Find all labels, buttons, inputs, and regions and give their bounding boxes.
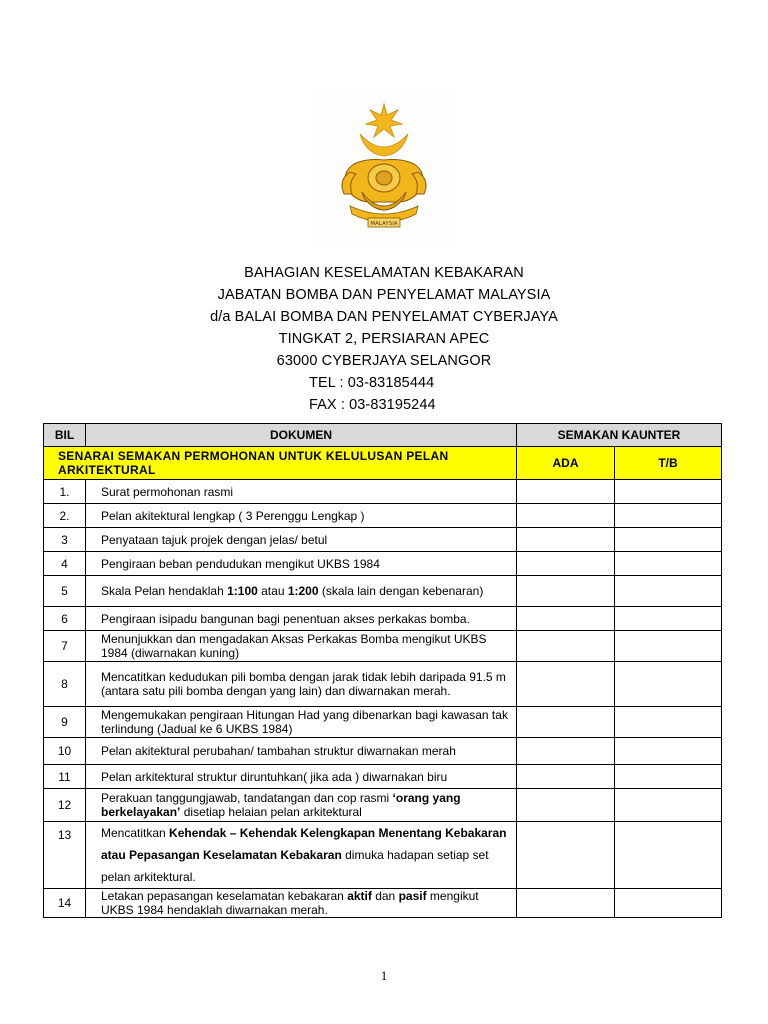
tb-cell[interactable]	[615, 480, 722, 504]
tb-cell[interactable]	[615, 789, 722, 822]
table-row: 3 Penyataan tajuk projek dengan jelas/ betul	[44, 528, 722, 552]
table-row: 7 Menunjukkan dan mengadakan Aksas Perkakas Bomba mengikut UKBS 1984 (diwarnakan kuning)	[44, 631, 722, 662]
header-fax: FAX : 03-83195244	[309, 397, 436, 413]
ada-cell[interactable]	[517, 528, 615, 552]
ada-cell[interactable]	[517, 662, 615, 707]
col-dokumen-header: DOKUMEN	[86, 424, 517, 447]
table-row: 4 Pengiraan beban pendudukan mengikut UKBS 1984	[44, 552, 722, 576]
ada-cell[interactable]	[517, 822, 615, 889]
address-block	[0, 262, 768, 416]
table-row: 11 Pelan arkitektural struktur diruntuhkan( jika ada ) diwarnakan biru	[44, 765, 722, 789]
header-tel: TEL : 03-83185444	[309, 375, 435, 391]
header-station: d/a BALAI BOMBA DAN PENYELAMAT CYBERJAYA	[210, 309, 558, 325]
tb-cell[interactable]	[615, 738, 722, 765]
table-row: 8 Mencatitkan kedudukan pili bomba dengan jarak tidak lebih daripada 91.5 m (antara satu pili bomba dengan yang lain) dan diwarnakan merah.	[44, 662, 722, 707]
page-number: 1	[380, 968, 388, 983]
section-header-row	[44, 447, 722, 480]
tb-cell[interactable]	[615, 528, 722, 552]
header-street: TINGKAT 2, PERSIARAN APEC	[278, 331, 490, 347]
tb-cell[interactable]	[615, 889, 722, 918]
ada-cell[interactable]	[517, 607, 615, 631]
header-department: BAHAGIAN KESELAMATAN KEBAKARAN	[244, 265, 524, 281]
bomba-crest-icon	[332, 102, 436, 234]
header-city: 63000 CYBERJAYA SELANGOR	[276, 353, 492, 369]
header-agency: JABATAN BOMBA DAN PENYELAMAT MALAYSIA	[217, 287, 551, 303]
table-row: 6 Pengiraan isipadu bangunan bagi penentuan akses perkakas bomba.	[44, 607, 722, 631]
section-title: SENARAI SEMAKAN PERMOHONAN UNTUK KELULUSAN PELAN ARKITEKTURAL	[44, 447, 517, 480]
col-ada-header: ADA	[517, 447, 615, 480]
logo-area	[318, 88, 450, 248]
ada-cell[interactable]	[517, 576, 615, 607]
tb-cell[interactable]	[615, 576, 722, 607]
ada-cell[interactable]	[517, 480, 615, 504]
ada-cell[interactable]	[517, 707, 615, 738]
table-row: 5 Skala Pelan hendaklah 1:100 atau 1:200 (skala lain dengan kebenaran)	[44, 576, 722, 607]
tb-cell[interactable]	[615, 765, 722, 789]
ada-cell[interactable]	[517, 738, 615, 765]
tb-cell[interactable]	[615, 504, 722, 528]
tb-cell[interactable]	[615, 822, 722, 889]
ada-cell[interactable]	[517, 889, 615, 918]
ada-cell[interactable]	[517, 765, 615, 789]
col-bil-header: BIL	[44, 424, 86, 447]
table-row: 10 Pelan akitektural perubahan/ tambahan struktur diwarnakan merah	[44, 738, 722, 765]
col-semakan-header: SEMAKAN KAUNTER	[517, 424, 722, 447]
ada-cell[interactable]	[517, 552, 615, 576]
tb-cell[interactable]	[615, 552, 722, 576]
table-row: 2. Pelan akitektural lengkap ( 3 Perenggu Lengkap )	[44, 504, 722, 528]
table-row: 13 Mencatitkan Kehendak – Kehendak Kelengkapan Menentang Kebakaran atau Pepasangan Keselamatan Kebakaran dimuka hadapan setiap set pelan arkitektural.	[44, 822, 722, 889]
svg-text:MALAYSIA: MALAYSIA	[370, 221, 398, 227]
ada-cell[interactable]	[517, 504, 615, 528]
col-tb-header: T/B	[615, 447, 722, 480]
tb-cell[interactable]	[615, 662, 722, 707]
table-row: 1. Surat permohonan rasmi	[44, 480, 722, 504]
ada-cell[interactable]	[517, 789, 615, 822]
tb-cell[interactable]	[615, 607, 722, 631]
table-row: 9 Mengemukakan pengiraan Hitungan Had yang dibenarkan bagi kawasan tak terlindung (Jadual ke 6 UKBS 1984)	[44, 707, 722, 738]
ada-cell[interactable]	[517, 631, 615, 662]
checklist-table	[43, 423, 722, 918]
table-row: 14 Letakan pepasangan keselamatan kebakaran aktif dan pasif mengikut UKBS 1984 hendaklah diwarnakan merah.	[44, 889, 722, 918]
tb-cell[interactable]	[615, 631, 722, 662]
tb-cell[interactable]	[615, 707, 722, 738]
table-header-row	[44, 424, 722, 447]
table-row: 12 Perakuan tanggungjawab, tandatangan dan cop rasmi ‘orang yang berkelayakan’ disetiap helaian pelan arkitektural	[44, 789, 722, 822]
